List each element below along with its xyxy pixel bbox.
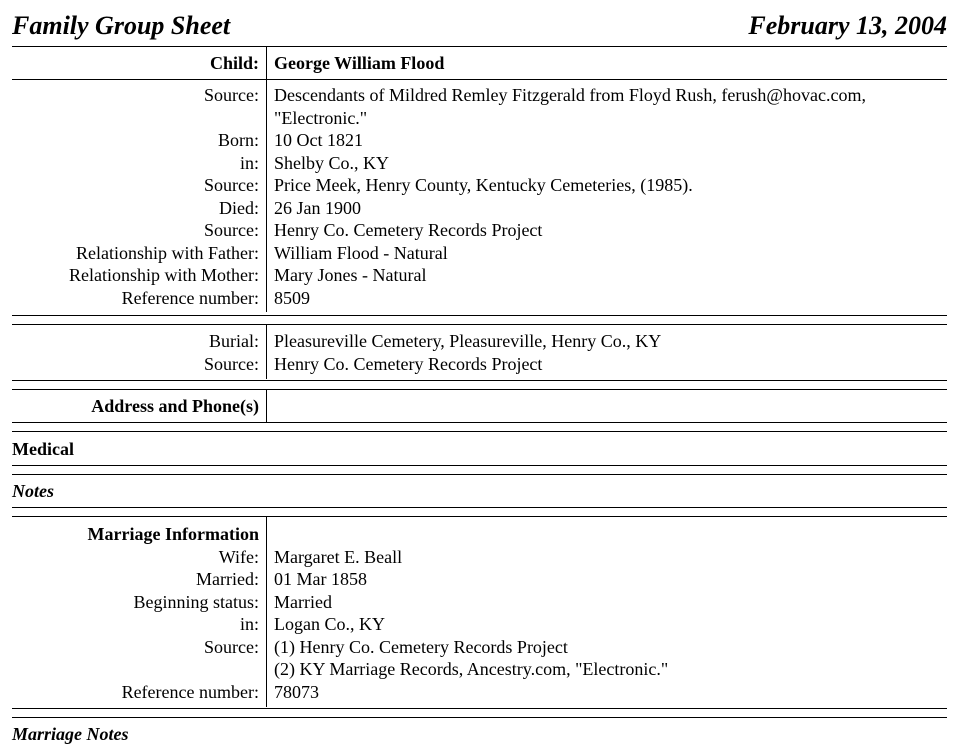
- detail-row: [12, 264, 947, 287]
- marriage-row: [12, 613, 947, 636]
- marriage-row: [12, 658, 947, 681]
- detail-label: in:: [239, 152, 259, 173]
- marriage-label: in:: [239, 614, 259, 634]
- child-label: Child:: [209, 53, 259, 73]
- divider: [12, 717, 947, 718]
- detail-label: Source:: [204, 220, 259, 240]
- divider: [12, 315, 947, 316]
- sheet-title: Family Group Sheet: [12, 11, 231, 40]
- notes-heading: Notes: [12, 481, 54, 501]
- detail-label: Source:: [204, 85, 259, 105]
- family-group-sheet: [12, 0, 947, 744]
- detail-value: Descendants of Mildred Remley Fitzgerald from Floyd Rush, ferush@hovac.com,: [274, 85, 866, 105]
- divider: [12, 474, 947, 475]
- marriage-row: [12, 591, 947, 614]
- divider: [12, 708, 947, 709]
- divider: [12, 324, 947, 325]
- detail-label: Relationship with Mother:: [69, 265, 259, 285]
- marriage-value: 78073: [274, 681, 319, 702]
- divider: [12, 422, 947, 423]
- divider: [12, 46, 947, 47]
- detail-label: Died:: [219, 197, 259, 218]
- burial-value: Pleasureville Cemetery, Pleasureville, Henry Co., KY: [274, 331, 662, 351]
- detail-value: 26 Jan 1900: [274, 197, 361, 218]
- detail-value: 10 Oct 1821: [274, 130, 363, 150]
- address-label: Address and Phone(s): [91, 396, 259, 416]
- divider: [12, 380, 947, 381]
- child-name: George William Flood: [274, 53, 445, 73]
- child-row: [12, 52, 947, 75]
- detail-value: Henry Co. Cemetery Records Project: [274, 220, 543, 240]
- detail-row: [12, 197, 947, 220]
- detail-row: [12, 129, 947, 152]
- marriage-heading-row: [12, 523, 947, 546]
- marriage-value: (1) Henry Co. Cemetery Records Project: [274, 636, 568, 657]
- detail-value: Mary Jones - Natural: [274, 265, 427, 285]
- address-row: [12, 395, 947, 418]
- detail-row: [12, 174, 947, 197]
- divider: [12, 465, 947, 466]
- sheet-header: [12, 0, 947, 46]
- detail-value: Price Meek, Henry County, Kentucky Cemeteries, (1985).: [274, 175, 693, 195]
- detail-row: [12, 242, 947, 265]
- burial-row: [12, 353, 947, 376]
- marriage-label: Married:: [196, 569, 259, 589]
- divider: [12, 507, 947, 508]
- marriage-row: [12, 546, 947, 569]
- burial-row: [12, 330, 947, 353]
- detail-row: [12, 107, 947, 130]
- marriage-row: [12, 568, 947, 591]
- marriage-notes-heading: Marriage Notes: [12, 724, 129, 744]
- burial-label: Burial:: [209, 331, 259, 351]
- marriage-value: Logan Co., KY: [274, 614, 385, 634]
- marriage-label: Wife:: [218, 546, 259, 567]
- medical-heading: Medical: [12, 439, 74, 459]
- divider: [12, 431, 947, 432]
- sheet-date: February 13, 2004: [748, 11, 947, 40]
- detail-row: [12, 84, 947, 107]
- marriage-label: Reference number:: [121, 681, 259, 702]
- detail-value: "Electronic.": [274, 107, 368, 128]
- marriage-value: Married: [274, 591, 332, 612]
- detail-label: Source:: [204, 175, 259, 195]
- detail-row: [12, 287, 947, 310]
- marriage-value: (2) KY Marriage Records, Ancestry.com, "Electronic.": [274, 659, 669, 679]
- detail-value: William Flood - Natural: [274, 242, 448, 263]
- detail-row: [12, 152, 947, 175]
- marriage-label: Beginning status:: [133, 591, 259, 612]
- marriage-value: 01 Mar 1858: [274, 569, 367, 589]
- marriage-label: Source:: [204, 636, 259, 657]
- marriage-row: [12, 681, 947, 704]
- divider: [12, 79, 947, 80]
- divider: [12, 516, 947, 517]
- detail-label: Born:: [217, 130, 259, 150]
- detail-value: Shelby Co., KY: [274, 152, 390, 173]
- burial-value: Henry Co. Cemetery Records Project: [274, 353, 543, 374]
- detail-label: Reference number:: [121, 287, 259, 308]
- detail-value: 8509: [274, 287, 310, 308]
- marriage-row: [12, 636, 947, 659]
- divider: [12, 389, 947, 390]
- detail-row: [12, 219, 947, 242]
- burial-label: Source:: [204, 353, 259, 374]
- detail-label: Relationship with Father:: [76, 242, 259, 263]
- marriage-value: Margaret E. Beall: [274, 546, 403, 567]
- marriage-heading: Marriage Information: [87, 524, 259, 544]
